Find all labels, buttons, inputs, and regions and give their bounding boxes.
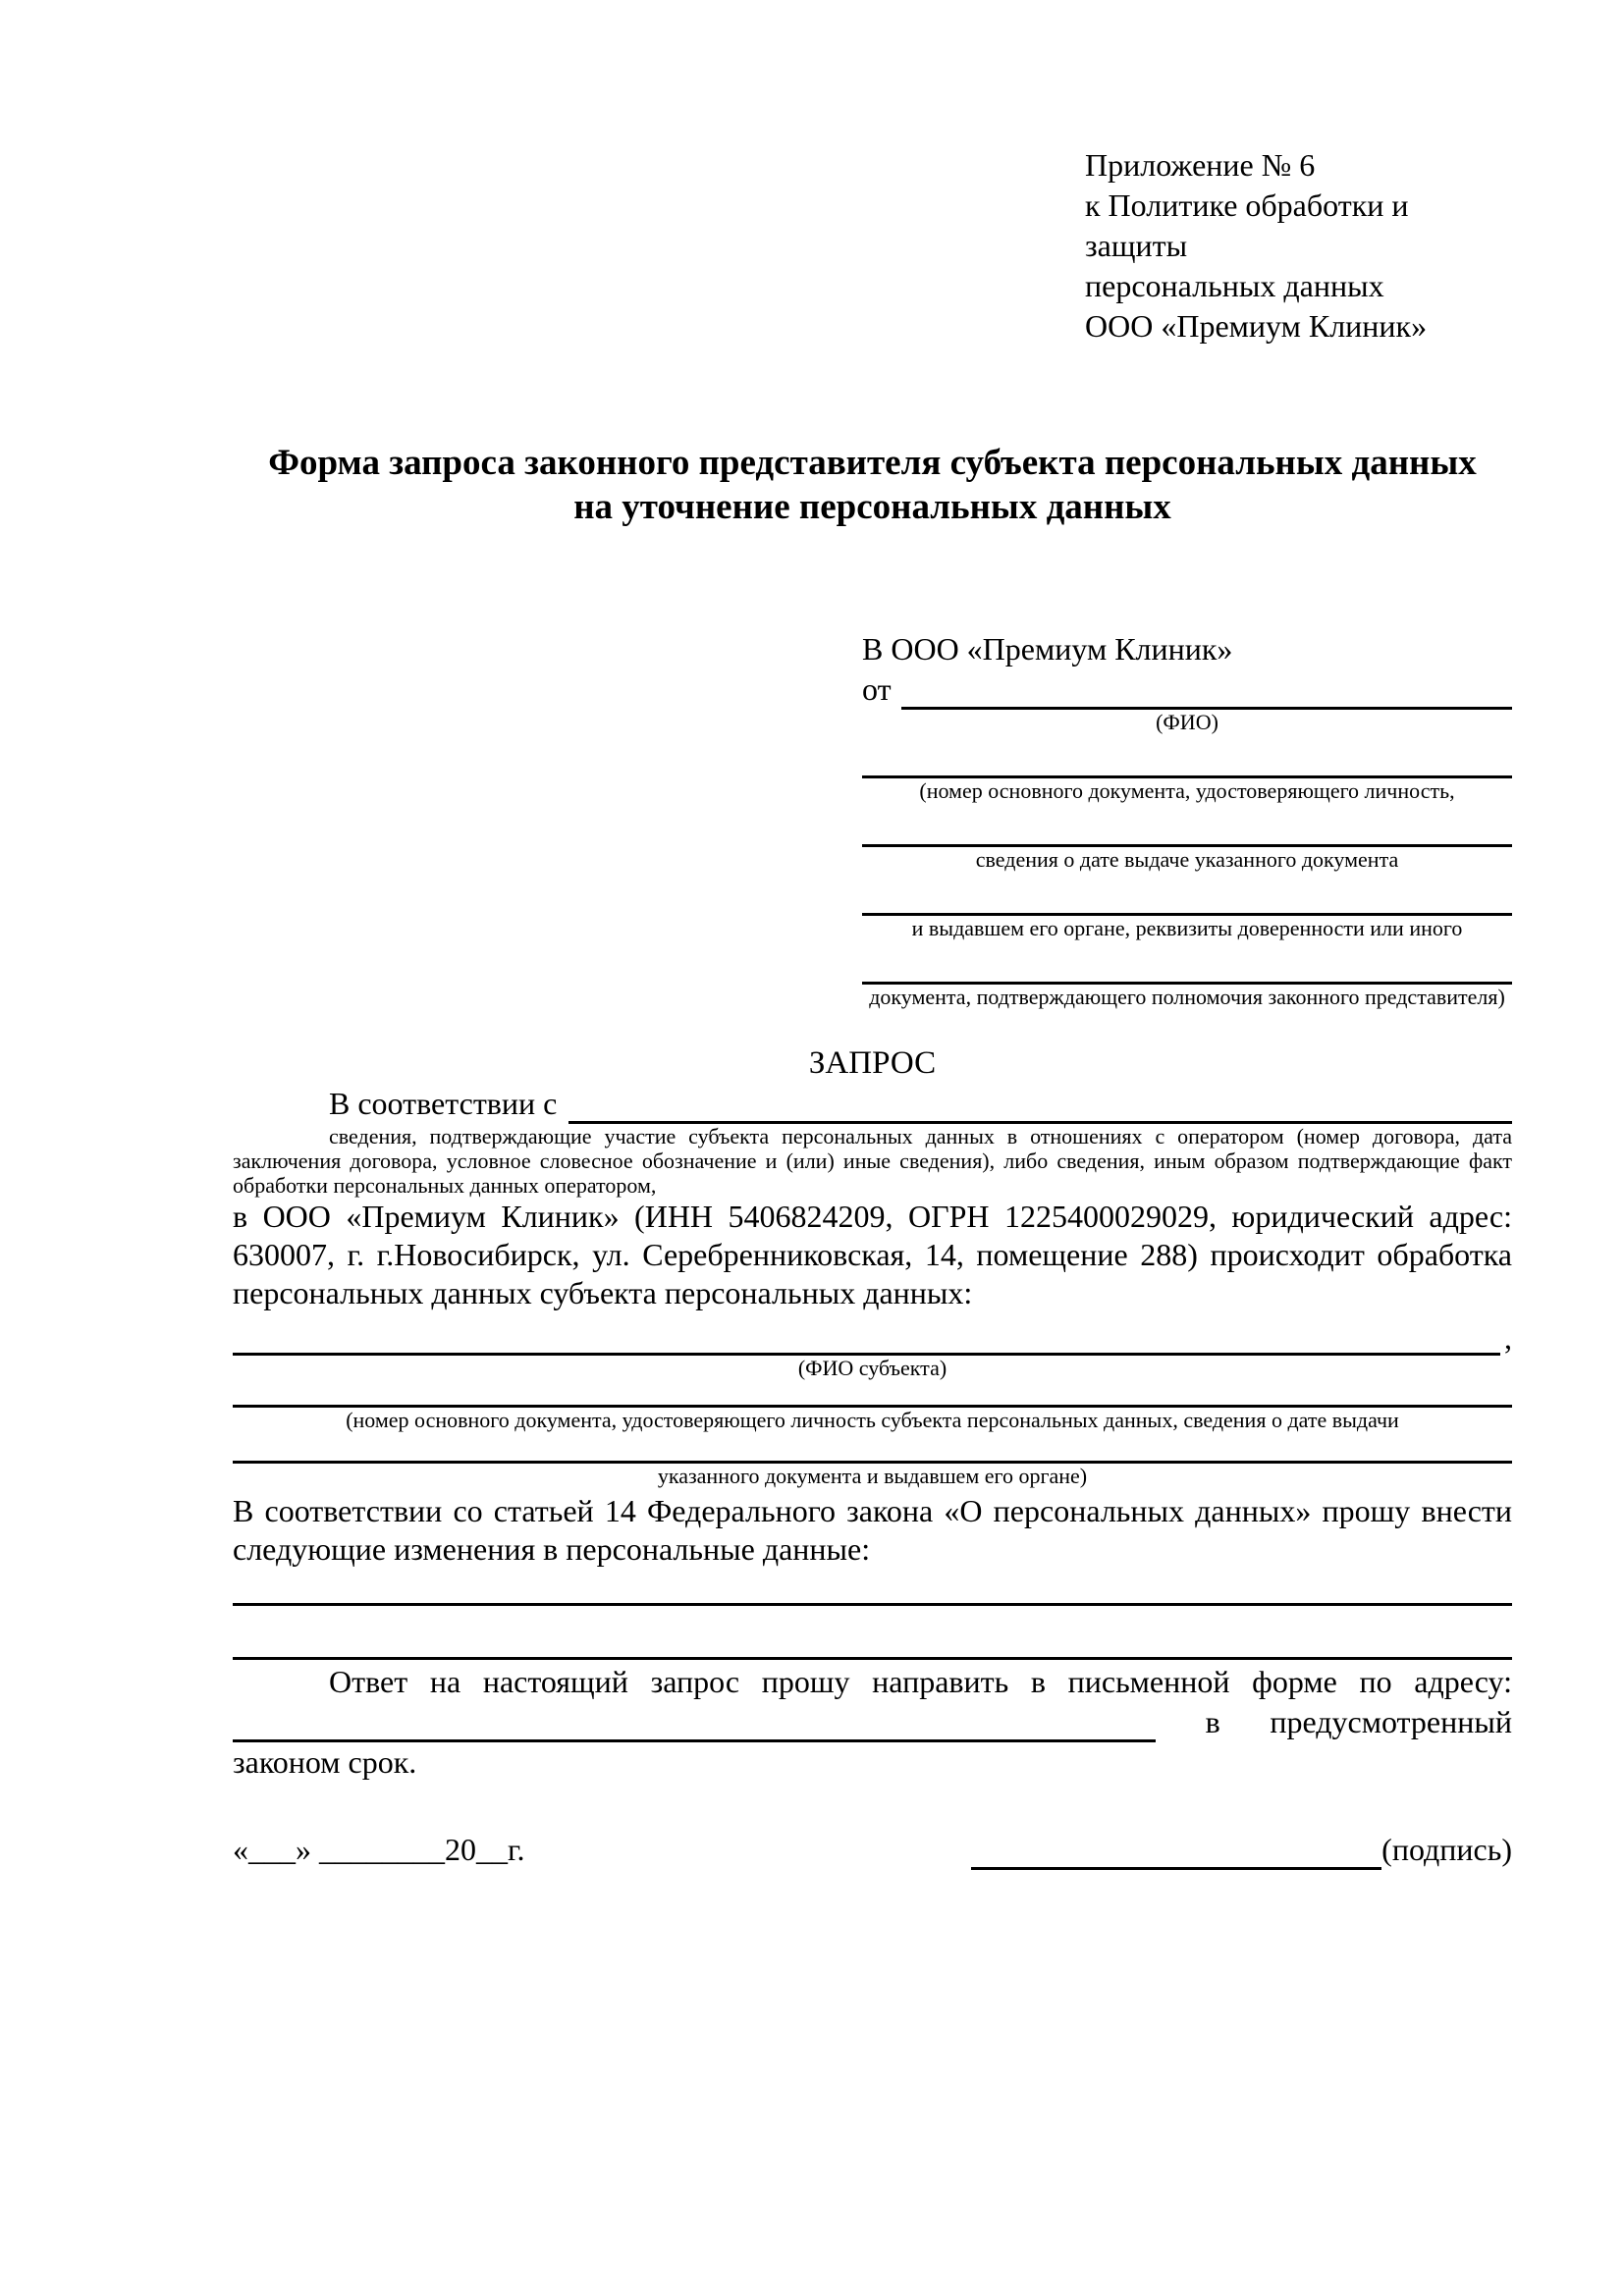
subject-document-blank-line — [233, 1380, 1512, 1408]
request-intro-row — [233, 1084, 1512, 1124]
field-caption: сведения о дате выдаче указанного документа — [975, 847, 1399, 872]
operator-paragraph: в ООО «Премиум Клиник» (ИНН 5406824209, ОГРН 1225400029029, юридический адрес: 630007, г. г.Новосибирск, ул. Серебренниковская, 14, помещение 288) происходит обработка персональных данных субъекта персональных данных: — [233, 1199, 1512, 1310]
subject-fio-caption: (ФИО субъекта) — [797, 1356, 947, 1380]
subject-fio-comma: , — [1504, 1320, 1512, 1356]
reply-address-row — [233, 1702, 1512, 1742]
document-title-line2: на уточнение персональных данных — [573, 487, 1171, 527]
date-template: «___» ________20__г. — [233, 1832, 525, 1867]
basis-note: сведения, подтверждающие участие субъекта персональных данных в отношениях с оператором (номер договора, дата заключения договора, условное словесное обозначение и (или) иные сведения), либо сведения, иным образом подтверждающие факт обработки персональных данных оператором, — [233, 1124, 1512, 1198]
authority-document-blank-line — [862, 940, 1512, 985]
from-label: от — [862, 671, 892, 707]
intro-label: В соответствии с — [329, 1086, 558, 1121]
appendix-header-line: ООО «Премиум Клиник» — [1085, 308, 1428, 344]
changes-blank-line-1 — [233, 1569, 1512, 1606]
issuing-authority-blank-line — [862, 872, 1512, 916]
signature-caption: (подпись) — [1381, 1832, 1512, 1867]
reply-address-blank-line — [233, 1704, 1156, 1742]
appendix-header-line: персональных данных — [1085, 268, 1384, 303]
addressee-to: В ООО «Премиум Клиник» — [862, 631, 1233, 667]
subject-document-blank-line-2 — [233, 1432, 1512, 1464]
appendix-header-line: к Политике обработки и защиты — [1085, 187, 1409, 263]
subject-fio-row — [233, 1320, 1512, 1356]
signature-blank-line — [971, 1832, 1381, 1870]
law-paragraph: В соответствии со статьей 14 Федерального закона «О персональных данных» прошу внести следующие изменения в персональные данные: — [233, 1493, 1512, 1567]
appendix-header — [1085, 0, 1512, 347]
signature-group — [971, 1830, 1512, 1870]
subject-document-caption-2: указанного документа и выдавшем его органе) — [657, 1464, 1088, 1488]
changes-blank-line-2 — [233, 1606, 1512, 1660]
document-title — [233, 441, 1512, 529]
reply-paragraph-line1: Ответ на настоящий запрос прошу направить в письменной форме по адресу: — [329, 1664, 1512, 1699]
field-caption: документа, подтверждающего полномочия законного представителя) — [869, 985, 1505, 1009]
date-signature-row — [233, 1830, 1512, 1870]
subject-document-caption-1: (номер основного документа, удостоверяющего личность субъекта персональных данных, сведения о дате выдачи — [346, 1408, 1399, 1432]
reply-mid-word-2: предусмотренный — [1270, 1704, 1512, 1739]
fio-caption: (ФИО) — [1156, 710, 1218, 734]
reply-mid-word-1: в — [1205, 1704, 1220, 1739]
document-content — [233, 0, 1512, 1870]
issue-date-blank-line — [862, 803, 1512, 847]
addressee-block — [862, 629, 1512, 1009]
appendix-header-line: Приложение № 6 — [1085, 147, 1316, 183]
addressee-from-row — [862, 669, 1512, 710]
document-number-blank-line — [862, 734, 1512, 778]
reply-paragraph-line3: законом срок. — [233, 1744, 417, 1780]
field-caption: (номер основного документа, удостоверяющего личность, — [919, 778, 1455, 803]
field-caption: и выдавшем его органе, реквизиты доверенности или иного — [911, 916, 1463, 940]
request-heading: ЗАПРОС — [808, 1045, 937, 1081]
document-title-line1: Форма запроса законного представителя субъекта персональных данных — [268, 443, 1477, 483]
